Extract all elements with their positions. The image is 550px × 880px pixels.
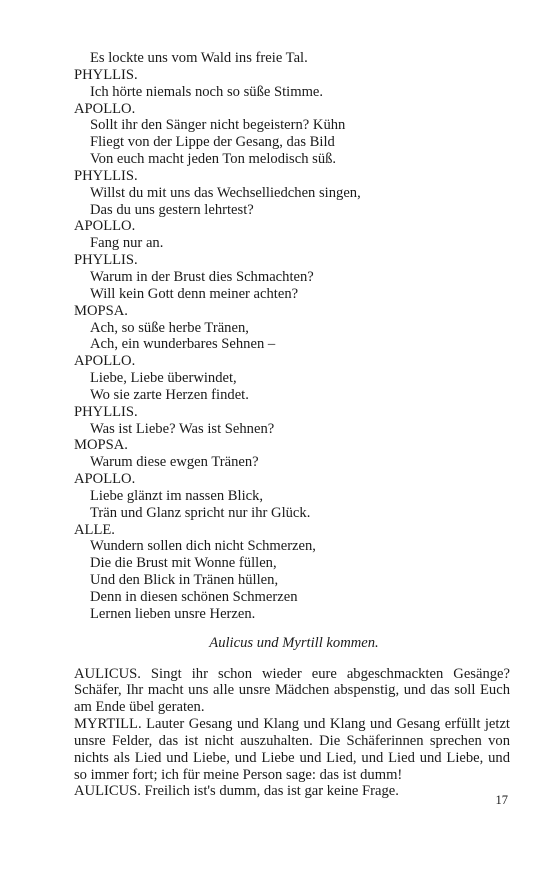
verse-line: Das du uns gestern lehrtest?: [90, 201, 254, 218]
verse-line: Von euch macht jeden Ton melodisch süß.: [90, 151, 337, 168]
verse-line: Trän und Glanz spricht nur ihr Glück.: [90, 504, 311, 521]
verse-line: Liebe, Liebe überwindet,: [90, 370, 237, 387]
verse-line: Ach, ein wunderbares Sehnen –: [90, 336, 276, 353]
speaker-name: APOLLO.: [74, 471, 136, 488]
verse-line: Fang nur an.: [90, 235, 164, 252]
verse-line: Es lockte uns vom Wald ins freie Tal.: [90, 50, 308, 66]
verse-line: Die die Brust mit Wonne füllen,: [90, 555, 277, 572]
verse-line: Fliegt von der Lippe der Gesang, das Bild: [90, 134, 335, 151]
verse-line: Ich hörte niemals noch so süße Stimme.: [90, 83, 324, 100]
speaker-name: APOLLO.: [74, 218, 136, 235]
verse-line: Lernen lieben unsre Herzen.: [90, 605, 256, 622]
verse-dialogue: [74, 50, 510, 623]
page-number: 17: [495, 793, 508, 807]
stage-direction: Aulicus und Myrtill kommen.: [209, 634, 379, 651]
page-body: [74, 50, 510, 800]
verse-line: Warum diese ewgen Tränen?: [90, 454, 259, 471]
verse-line: Wo sie zarte Herzen findet.: [90, 386, 249, 403]
verse-line: Willst du mit uns das Wechselliedchen singen,: [90, 184, 361, 201]
verse-line: Was ist Liebe? Was ist Sehnen?: [90, 420, 275, 437]
speaker-name: MOPSA.: [74, 302, 128, 319]
prose-paragraph: MYRTILL. Lauter Gesang und Klang und Klang und Gesang erfüllt jetzt unsre Felder, das ist nicht auszuhalten. Die Schäferinnen sprechen von nichts als Lied und Liebe, und Liebe und Lied, und Lied und Liebe, und so immer fort; ich für meine Person sage: das ist dumm!: [74, 716, 510, 783]
speaker-name: MOPSA.: [74, 437, 128, 454]
speaker-name: APOLLO.: [74, 353, 136, 370]
verse-line: Liebe glänzt im nassen Blick,: [90, 487, 264, 504]
speaker-name: APOLLO.: [74, 100, 136, 117]
speaker-name: PHYLLIS.: [74, 403, 138, 420]
verse-line: Wundern sollen dich nicht Schmerzen,: [90, 538, 316, 555]
prose-dialogue: [74, 666, 510, 801]
verse-line: Will kein Gott denn meiner achten?: [90, 285, 299, 302]
speaker-name: PHYLLIS.: [74, 252, 138, 269]
verse-line: Und den Blick in Tränen hüllen,: [90, 572, 279, 589]
speaker-name: ALLE.: [74, 521, 115, 538]
verse-line: Denn in diesen schönen Schmerzen: [90, 589, 298, 605]
verse-line: Ach, so süße herbe Tränen,: [90, 319, 249, 336]
speaker-name: PHYLLIS.: [74, 167, 138, 184]
verse-line: Warum in der Brust dies Schmachten?: [90, 268, 314, 285]
verse-line: Sollt ihr den Sänger nicht begeistern? Kühn: [90, 117, 346, 134]
prose-paragraph: AULICUS. Singt ihr schon wieder eure abgeschmackten Gesänge? Schäfer, Ihr macht uns alle unsre Mädchen abspenstig, und das soll Euch am Ende übel geraten.: [74, 665, 510, 716]
speaker-name: PHYLLIS.: [74, 66, 138, 83]
prose-paragraph: AULICUS. Freilich ist's dumm, das ist gar keine Frage.: [74, 783, 399, 800]
